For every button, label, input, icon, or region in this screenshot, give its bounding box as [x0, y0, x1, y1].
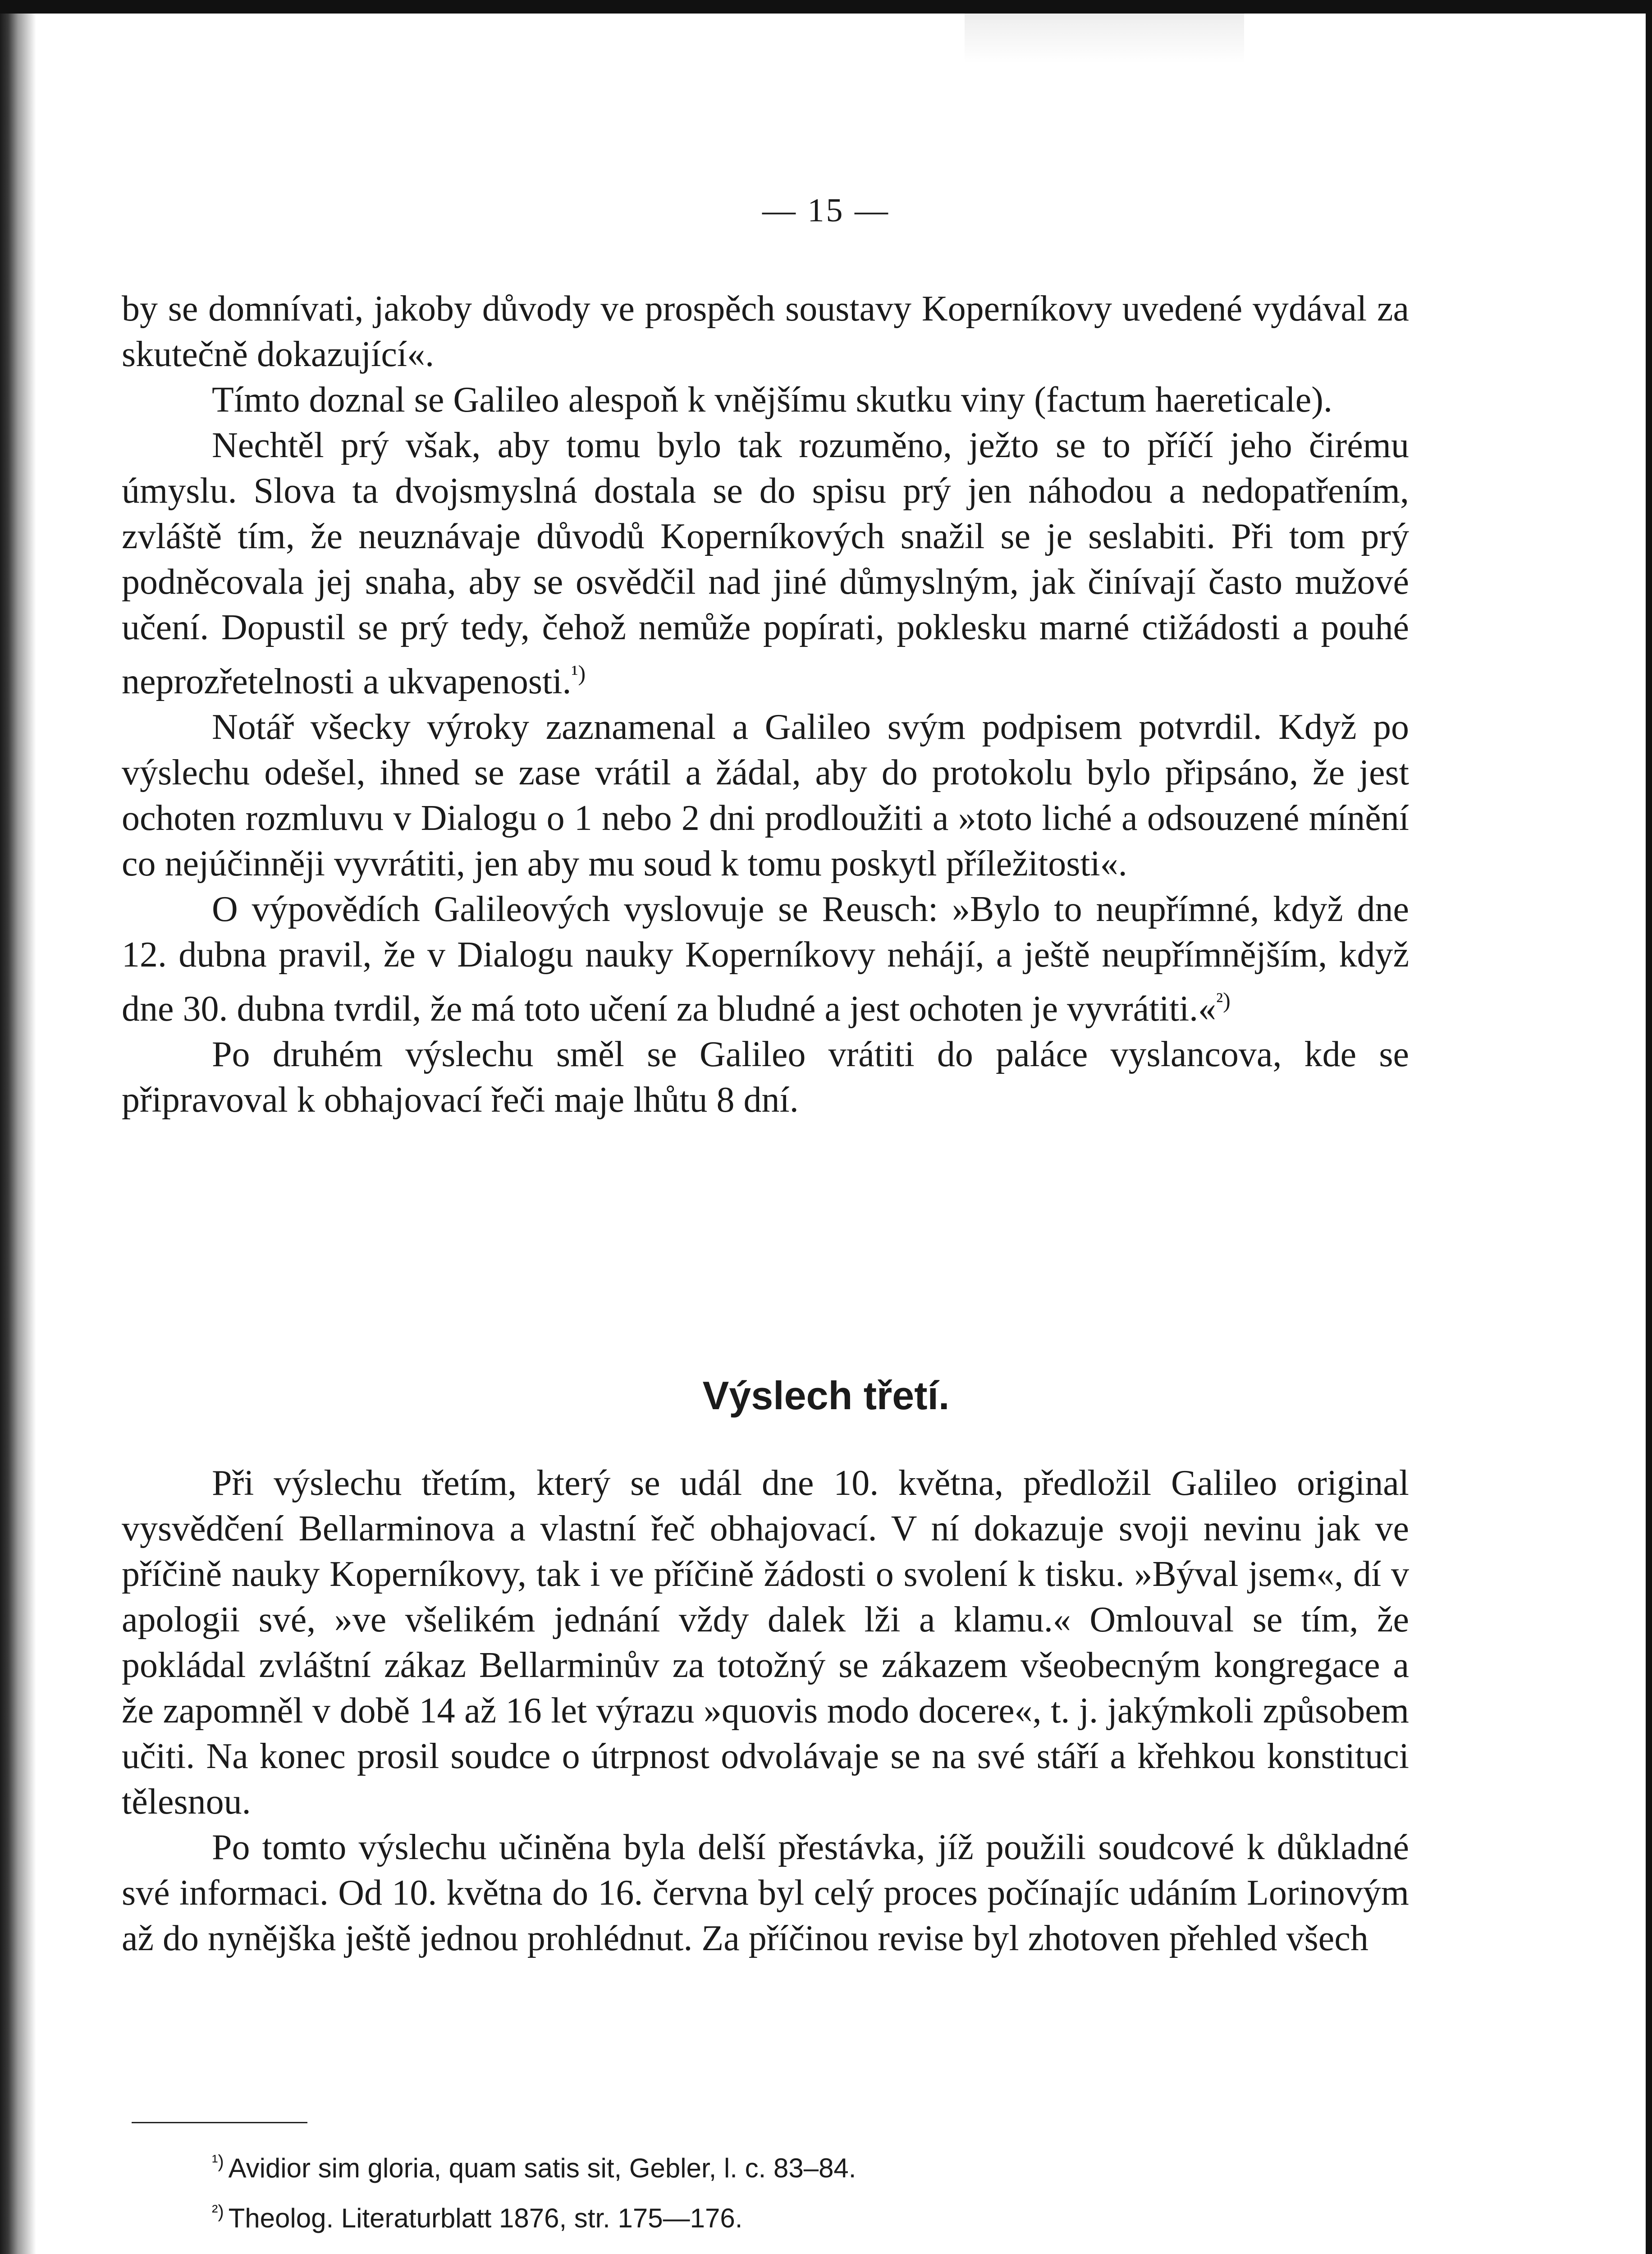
footnote-divider — [132, 2122, 307, 2123]
footnotes — [212, 2140, 1429, 2240]
paragraph-8: Po tomto výslechu učiněna byla delší přestávka, jíž použili soudcové k důkladné své informaci. Od 10. května do 16. června byl celý proces počínajíc udáním Lorinovým až do nynějška ještě jednou prohlédnut. Za příčinou revise byl zhotoven přehled všech — [122, 1828, 1409, 1958]
paragraph-3: Nechtěl prý však, aby tomu bylo tak rozuměno, ježto se to příčí jeho čirému úmyslu. Slova ta dvojsmyslná dostala se do spisu prý jen náhodou a nedopatřením, zvláště tím, že neuznávaje důvodů Koperníkových snažil se je seslabiti. Při tom prý podněcovala jej snaha, aby se osvědčil nad jiné důmyslným, jak činívají často mužové učení. Dopustil se prý tedy, čehož nemůže popírati, poklesku marné ctižádosti a pouhé neprozřetelnosti a ukvapenosti.$^{^1)}$ — [122, 426, 1409, 701]
paragraph-2: Tímto doznal se Galileo alespoň k vnějšímu skutku viny (factum haereticale). — [212, 380, 1332, 420]
footnote-ref-1: ¹) — [571, 660, 586, 686]
footnote-mark-2: ²) — [212, 2202, 224, 2222]
footnote-ref-2: ²) — [1216, 988, 1231, 1013]
footnote-1 — [212, 2140, 1429, 2190]
body-text-bottom — [122, 1461, 1409, 1961]
section-heading: Výslech třetí. — [702, 1373, 950, 1418]
paragraph-7: Při výslechu třetím, který se udál dne 10. května, předložil Galileo original vysvědčení Bellarminova a vlastní řeč obhajovací. V ní dokazuje svoji nevinu jak ve příčině nauky Koperníkovy, tak i ve příčině žádosti o svolení k tisku. »Býval jsem«, dí v apologii své, »ve všelikém jednání vždy dalek lži a klamu.« Omlouval se tím, že pokládal zvláštní zákaz Bellarminův za totožný se zákazem všeobecným kongregace a že zapomněl v době 14 až 16 let výrazu »quovis modo docere«, t. j. jakýmkoli způsobem učiti. Na konec prosil soudce o útrpnost odvolávaje se na své stáří a křehkou konstituci tělesnou. — [122, 1463, 1409, 1822]
footnote-mark-1: ¹) — [212, 2152, 224, 2172]
page-number: — 15 — — [762, 192, 890, 229]
footnote-text-1: Avidior sim gloria, quam satis sit, Gebler, l. c. 83–84. — [228, 2153, 856, 2183]
footnote-text-2: Theolog. Literaturblatt 1876, str. 175—176. — [228, 2203, 743, 2233]
scan-binding-edge — [0, 0, 36, 2254]
scan-smudge — [965, 14, 1244, 63]
footnote-2 — [212, 2190, 1429, 2240]
paragraph-5: O výpovědích Galileových vyslovuje se Reusch: »Bylo to neupřímné, když dne 12. dubna pravil, že v Dialogu nauky Koperníkovy nehájí, a ještě neupřímnějším, když dne 30. dubna tvrdil, že má toto učení za bludné a jest ochoten je vyvrátiti.«$^{^2)}$ — [122, 889, 1409, 1029]
paragraph-6: Po druhém výslechu směl se Galileo vrátiti do paláce vyslancova, kde se připravoval k obhajovací řeči maje lhůtu 8 dní. — [122, 1035, 1409, 1120]
body-text-top — [122, 286, 1409, 1123]
paragraph-1: by se domnívati, jakoby důvody ve prospěch soustavy Koperníkovy uvedené vydával za skutečně dokazující«. — [122, 289, 1409, 374]
paragraph-4: Notář všecky výroky zaznamenal a Galileo svým podpisem potvrdil. Když po výslechu odešel, ihned se zase vrátil a žádal, aby do protokolu bylo připsáno, že jest ochoten rozmluvu v Dialogu o 1 nebo 2 dni prodloužiti a »toto liché a odsouzené mínění co nejúčinněji vyvrátiti, jen aby mu soud k tomu poskytl příležitosti«. — [122, 707, 1409, 884]
